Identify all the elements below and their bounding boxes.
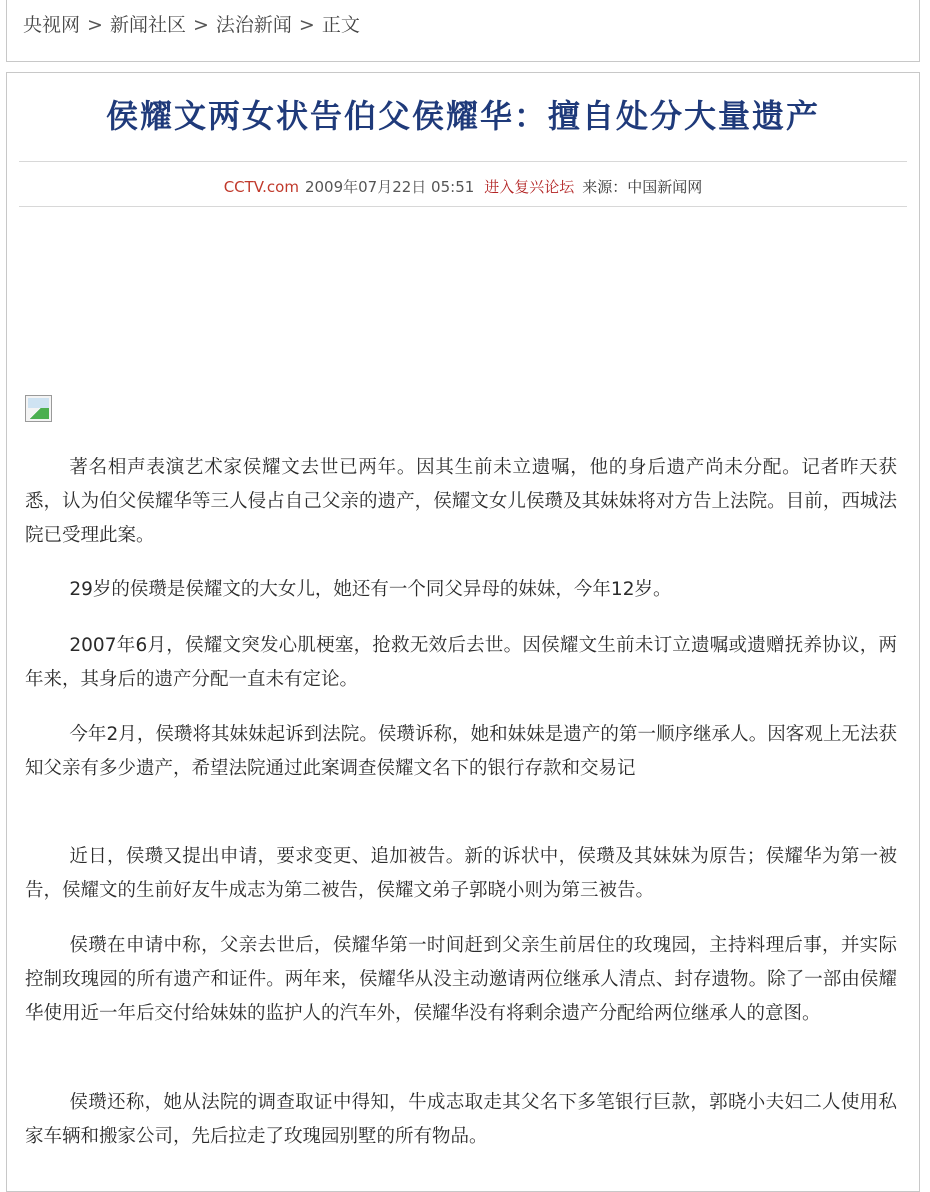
breadcrumb — [23, 10, 360, 37]
meta-source: 来源：中国新闻网 — [582, 178, 703, 196]
breadcrumb-link-news-community[interactable]: 新闻社区 — [109, 14, 186, 36]
breadcrumb-bar — [6, 0, 920, 62]
breadcrumb-current: 正文 — [321, 14, 360, 36]
breadcrumb-separator: > — [87, 14, 103, 36]
article-meta — [7, 176, 919, 197]
breadcrumb-link-legal-news[interactable]: 法治新闻 — [215, 14, 292, 36]
broken-image-icon — [25, 395, 52, 422]
article-paragraph: 2007年6月，侯耀文突发心肌梗塞，抢救无效后去世。因侯耀文生前未订立遗嘱或遗赠抚养协议，两年来，其身后的遗产分配一直未有定论。 — [25, 635, 897, 690]
article-paragraph: 著名相声表演艺术家侯耀文去世已两年。因其生前未立遗嘱，他的身后遗产尚未分配。记者昨天获悉，认为伯父侯耀华等三人侵占自己父亲的遗产，侯耀文女儿侯瓒及其妹妹将对方告上法院。目前，西城法院已受理此案。 — [25, 457, 897, 546]
breadcrumb-separator: > — [298, 14, 315, 36]
breadcrumb-separator: > — [192, 14, 209, 36]
forum-link[interactable]: 进入复兴论坛 — [484, 178, 575, 196]
article-paragraph: 近日，侯瓒又提出申请，要求变更、追加被告。新的诉状中，侯瓒及其妹妹为原告；侯耀华为第一被告，侯耀文的生前好友牛成志为第二被告，侯耀文弟子郭晓小则为第三被告。 — [25, 846, 897, 901]
article-paragraph: 29岁的侯瓒是侯耀文的大女儿，她还有一个同父异母的妹妹，今年12岁。 — [69, 579, 672, 600]
article-title: 侯耀文两女状告伯父侯耀华：擅自处分大量遗产 — [105, 97, 820, 135]
article-paragraph: 侯瓒还称，她从法院的调查取证中得知，牛成志取走其父名下多笔银行巨款，郭晓小夫妇二人使用私家车辆和搬家公司，先后拉走了玫瑰园别墅的所有物品。 — [25, 1092, 897, 1147]
meta-datetime: 2009年07月22日 05:51 — [304, 178, 475, 196]
article-container — [6, 72, 920, 1192]
meta-site: CCTV.com — [223, 178, 299, 196]
divider — [19, 206, 907, 207]
breadcrumb-link-cctv[interactable]: 央视网 — [23, 14, 81, 36]
article-paragraph: 今年2月，侯瓒将其妹妹起诉到法院。侯瓒诉称，她和妹妹是遗产的第一顺序继承人。因客观上无法获知父亲有多少遗产，希望法院通过此案调查侯耀文名下的银行存款和交易记 — [25, 724, 897, 779]
article-paragraph: 侯瓒在申请中称，父亲去世后，侯耀华第一时间赶到父亲生前居住的玫瑰园，主持料理后事，并实际控制玫瑰园的所有遗产和证件。两年来，侯耀华从没主动邀请两位继承人清点、封存遗物。除了一部由侯耀华使用近一年后交付给妹妹的监护人的汽车外，侯耀华没有将剩余遗产分配给两位继承人的意图。 — [25, 935, 897, 1024]
divider — [19, 161, 907, 162]
